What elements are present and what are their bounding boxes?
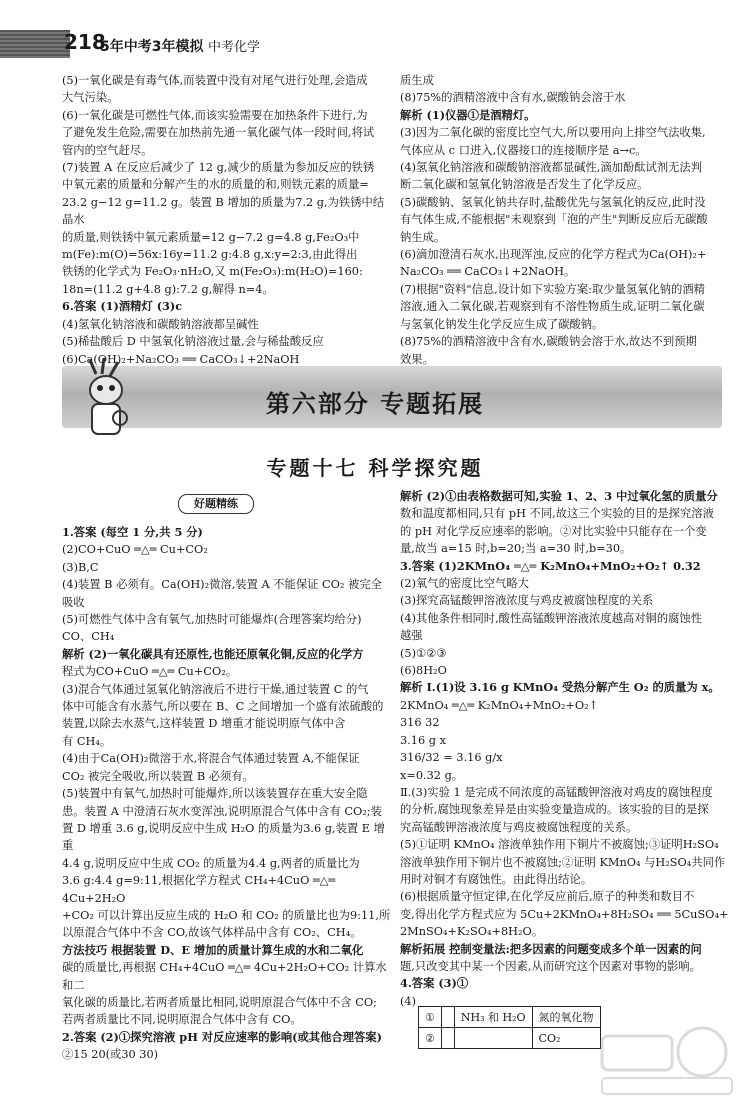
text-line: (6)根据质量守恒定律,在化学反应前后,原子的种类和数目不 <box>400 890 695 904</box>
text-line: (2)CO+CuO ═△═ Cu+CO₂ <box>62 543 208 557</box>
text-line: 数和温度都相同,只有 pH 不同,故这三个实验的目的是探究溶液 <box>400 507 714 521</box>
text-line: (4)装置 B 必须有。Ca(OH)₂微溶,装置 A 不能保证 CO₂ 被完全 <box>62 578 382 592</box>
text-line: (5)稀盐酸后 D 中氢氧化钠溶液过量,会与稀盐酸反应 <box>62 335 324 349</box>
text-line: 解析 (2)①由表格数据可知,实验 1、2、3 中过氧化氢的质量分 <box>400 489 718 503</box>
text-line: (6)滴加澄清石灰水,出现浑浊,反应的化学方程式为Ca(OH)₂+ <box>400 248 707 262</box>
text-line: 有气体生成,不能根据"未观察到「泡的产生"判断反应后无碳酸 <box>400 213 708 227</box>
table-cell <box>454 1028 532 1049</box>
text-line: 解析拓展 控制变量法:把多因素的问题变成多个单一因素的问 <box>400 941 702 956</box>
left-column-top <box>62 72 392 385</box>
text-line: (5)装置中有氧气,加热时可能爆炸,所以该装置存在重大安全隐 <box>62 787 368 801</box>
text-line: 有 CH₄。 <box>62 734 112 748</box>
text-line: CO、CH₄ <box>62 630 115 644</box>
text-line: 的 pH 对化学反应速率的影响。②对比实验中只能存在一个变 <box>400 524 707 538</box>
header-decoration <box>0 30 70 58</box>
table-cell: 氮的氧化物 <box>532 1007 600 1028</box>
left-column-bottom <box>62 524 392 1064</box>
text-line: 若两者质量比不同,说明原混合气体中含有 CO。 <box>62 1013 302 1027</box>
text-line: (3)因为二氧化碳的密度比空气大,所以要用向上排空气法收集, <box>400 126 706 140</box>
topic-title: 专题十七 科学探究题 <box>266 456 484 480</box>
text-line: 铁锈的化学式为 Fe₂O₃·nH₂O,又 m(Fe₂O₃):m(H₂O)=160: <box>62 265 363 279</box>
text-line: 量,故当 a=15 时,b=20;当 a=30 时,b=30。 <box>400 542 632 556</box>
text-line: (3)探究高锰酸钾溶液浓度与鸡皮被腐蚀程度的关系 <box>400 594 654 608</box>
page-number: 218 <box>64 30 106 54</box>
text-line: 效果。 <box>400 352 434 366</box>
text-line: +CO₂ 可以计算出反应生成的 H₂O 和 CO₂ 的质量比也为9:11,所 <box>62 908 391 922</box>
text-line: 解析 Ⅰ.(1)设 3.16 g KMnO₄ 受热分解产生 O₂ 的质量为 x。 <box>400 680 720 695</box>
text-line: 溶液,通入二氧化碳,若观察到有不溶性物质生成,证明二氧化碳 <box>400 300 705 314</box>
text-line: 究高锰酸钾溶液浓度与鸡皮被腐蚀程度的关系。 <box>400 820 638 834</box>
text-line: 18n=(11.2 g+4.8 g):7.2 g,解得 n=4。 <box>62 282 274 296</box>
text-line: 溶液单独作用下铜片也不被腐蚀;②证明 KMnO₄ 与H₂SO₄共同作 <box>400 855 726 869</box>
text-line: (4)其他条件相同时,酸性高锰酸钾溶液浓度越高对铜的腐蚀性 <box>400 611 703 625</box>
text-line: 题,只改变其中某一个因素,从而研究这个因素对事物的影响。 <box>400 959 701 973</box>
text-line: 气体应从 c 口进入,仪器接口的连接顺序是 a→c。 <box>400 143 647 157</box>
text-line: 的质量,则铁锈中氧元素质量=12 g−7.2 g=4.8 g,Fe₂O₃中 <box>62 230 360 244</box>
text-line: 患。装置 A 中澄清石灰水变浑浊,说明原混合气体中含有 CO₂;装 <box>62 804 382 818</box>
text-line: (4)由于Ca(OH)₂微溶于水,将混合气体通过装置 A,不能保证 <box>62 752 360 766</box>
text-line: 3.6 g:4.4 g=9:11,根据化学方程式 CH₄+4CuO ═△═ 4Cu+2H₂O <box>62 874 336 905</box>
text-line: (6)8H₂O <box>400 664 447 678</box>
text-line: 的分析,腐蚀现象差异是由实验变量造成的。该实验的目的是探 <box>400 803 709 817</box>
text-line: 2KMnO₄ ═△═ K₂MnO₄+MnO₂+O₂↑ <box>400 698 599 712</box>
table-cell <box>441 1007 454 1028</box>
text-line: (2)氧气的密度比空气略大 <box>400 577 529 591</box>
book-title: 5年中考3年模拟 <box>100 39 204 55</box>
text-line: 以原混合气体中不含 CO,故该气体样品中含有 CO₂、CH₄。 <box>62 926 362 940</box>
text-line: CO₂ 被完全吸收,所以装置 B 必须有。 <box>62 769 254 783</box>
text-line: (3)混合气体通过氢氧化钠溶液后不进行干燥,通过装置 C 的气 <box>62 682 369 696</box>
text-line: Ⅱ.(3)实验 1 是完成不同浓度的高锰酸钾溶液对鸡皮的腐蚀程度 <box>400 785 713 799</box>
text-line: 氧化碳的质量比,若两者质量比相同,说明原混合气体中不含 CO; <box>62 995 377 1009</box>
text-line: (7)装置 A 在反应后减少了 12 g,减少的质量为参加反应的铁锈 <box>62 161 375 175</box>
text-line: (8)75%的酒精溶液中含有水,碳酸钠会溶于水,故达不到预期 <box>400 335 697 349</box>
text-line: 吸收 <box>62 595 85 609</box>
text-line: 23.2 g−12 g=11.2 g。装置 B 增加的质量为7.2 g,为铁锈中结晶水 <box>62 195 385 227</box>
section-pill: 好题精练 <box>178 494 254 514</box>
text-line: (5)①②③ <box>400 646 447 660</box>
text-line: 变,得出化学方程式应为 5Cu+2KMnO₄+8H₂SO₄ ══ 5CuSO₄+ <box>400 907 729 921</box>
banner-title: 第六部分 专题拓展 <box>265 390 485 418</box>
text-line: 316 32 <box>400 716 440 730</box>
table-row <box>419 1028 601 1049</box>
text-line: 钠生成。 <box>400 230 446 244</box>
watermark-logo <box>592 1022 742 1102</box>
right-column-bottom <box>400 488 730 1010</box>
text-line: 程式为CO+CuO ═△═ Cu+CO₂。 <box>62 665 238 679</box>
text-line: x=0.32 g。 <box>400 768 464 782</box>
text-line: (7)根据"资料"信息,设计如下实验方案:取少量氢氧化钠的酒精 <box>400 282 705 296</box>
text-line: 解析 (1)仪器①是酒精灯。 <box>400 107 536 122</box>
text-line: 316/32 = 3.16 g/x <box>400 751 503 765</box>
answer-table <box>418 1006 601 1049</box>
text-line: 3.16 g x <box>400 733 446 747</box>
text-line: (4)氢氧化钠溶液和碳酸钠溶液都呈碱性 <box>62 317 259 331</box>
right-column-top <box>400 72 730 368</box>
text-line: 方法技巧 根据装置 D、E 增加的质量计算生成的水和二氧化 <box>62 942 364 957</box>
text-line: (4)氢氧化钠溶液和碳酸钠溶液都显碱性,滴加酚酞试剂无法判 <box>400 161 703 175</box>
text-line: 2MnSO₄+K₂SO₄+8H₂O。 <box>400 925 544 939</box>
text-line: 1.答案 (每空 1 分,共 5 分) <box>62 525 203 539</box>
text-line: Na₂CO₃ ══ CaCO₃↓+2NaOH。 <box>400 265 576 279</box>
text-line: 大气污染。 <box>62 91 119 105</box>
text-line: 越强 <box>400 629 423 643</box>
text-line: (8)75%的酒精溶液中含有水,碳酸钠会溶于水 <box>400 91 626 105</box>
text-line: (4) <box>400 994 417 1008</box>
text-line: 2.答案 (2)①探究溶液 pH 对反应速率的影响(或其他合理答案) <box>62 1029 382 1044</box>
text-line: 了避免发生危险,需要在加热前先通一氧化碳气体一段时间,将试 <box>62 126 375 140</box>
text-line: 6.答案 (1)酒精灯 (3)c <box>62 299 183 314</box>
text-line: 解析 (2)一氧化碳具有还原性,也能还原氧化铜,反应的化学方 <box>62 646 364 661</box>
page-header <box>0 0 750 60</box>
section-title: 中考化学 <box>208 40 261 55</box>
text-line: ②15 20(或30 30) <box>62 1048 159 1062</box>
text-line: (5)可燃性气体中含有氧气,加热时可能爆炸(合理答案均给分) <box>62 613 362 627</box>
table-cell: CO₂ <box>532 1028 600 1049</box>
text-line: (6)Ca(OH)₂+Na₂CO₃ ══ CaCO₃↓+2NaOH <box>62 352 300 366</box>
text-line: 置 D 增重 3.6 g,说明反应中生成 H₂O 的质量为3.6 g,装置 E 增重 <box>62 821 385 853</box>
text-line: 质生成 <box>400 74 434 87</box>
text-line: 体中可能含有水蒸气,所以要在 B、C 之间增加一个盛有浓硫酸的 <box>62 700 384 714</box>
table-cell: ② <box>419 1028 442 1049</box>
text-line: 4.4 g,说明反应中生成 CO₂ 的质量为4.4 g,两者的质量比为 <box>62 856 360 870</box>
text-line: (5)碳酸钠、氢氧化钠共存时,盐酸优先与氢氧化钠反应,此时没 <box>400 195 706 209</box>
text-line: (3)B,C <box>62 560 99 574</box>
text-line: 4.答案 (3)① <box>400 976 469 991</box>
text-line: 断二氧化碳和氢氧化钠溶液是否发生了化学反应。 <box>400 178 649 192</box>
text-line: 与氢氧化钠发生化学反应生成了碳酸钠。 <box>400 317 604 331</box>
table-cell <box>441 1028 454 1049</box>
text-line: 碳的质量比,再根据 CH₄+4CuO ═△═ 4Cu+2H₂O+CO₂ 计算水和二 <box>62 961 387 992</box>
text-line: 3.答案 (1)2KMnO₄ ═△═ K₂MnO₄+MnO₂+O₂↑ 0.32 <box>400 558 701 573</box>
text-line: 管内的空气赶尽。 <box>62 143 153 157</box>
text-line: (5)①证明 KMnO₄ 溶液单独作用下铜片不被腐蚀;③证明H₂SO₄ <box>400 838 719 852</box>
text-line: 中氧元素的质量和分解产生的水的质量的和,则铁元素的质量= <box>62 178 369 192</box>
table-row <box>419 1007 601 1028</box>
text-line: m(Fe):m(O)=56x:16y=11.2 g:4.8 g,x:y=2:3,由此得出 <box>62 248 358 262</box>
table-cell: NH₃ 和 H₂O <box>454 1007 532 1028</box>
text-line: 用时对铜才有腐蚀性。由此得出结论。 <box>400 872 593 886</box>
table-cell: ① <box>419 1007 442 1028</box>
text-line: (6)一氧化碳是可燃性气体,而该实验需要在加热条件下进行,为 <box>62 108 368 122</box>
text-line: 装置,以除去水蒸气,这样装置 D 增重才能说明原气体中含 <box>62 717 346 731</box>
text-line: (5)一氧化碳是有毒气体,而装置中没有对尾气进行处理,会造成 <box>62 74 368 87</box>
